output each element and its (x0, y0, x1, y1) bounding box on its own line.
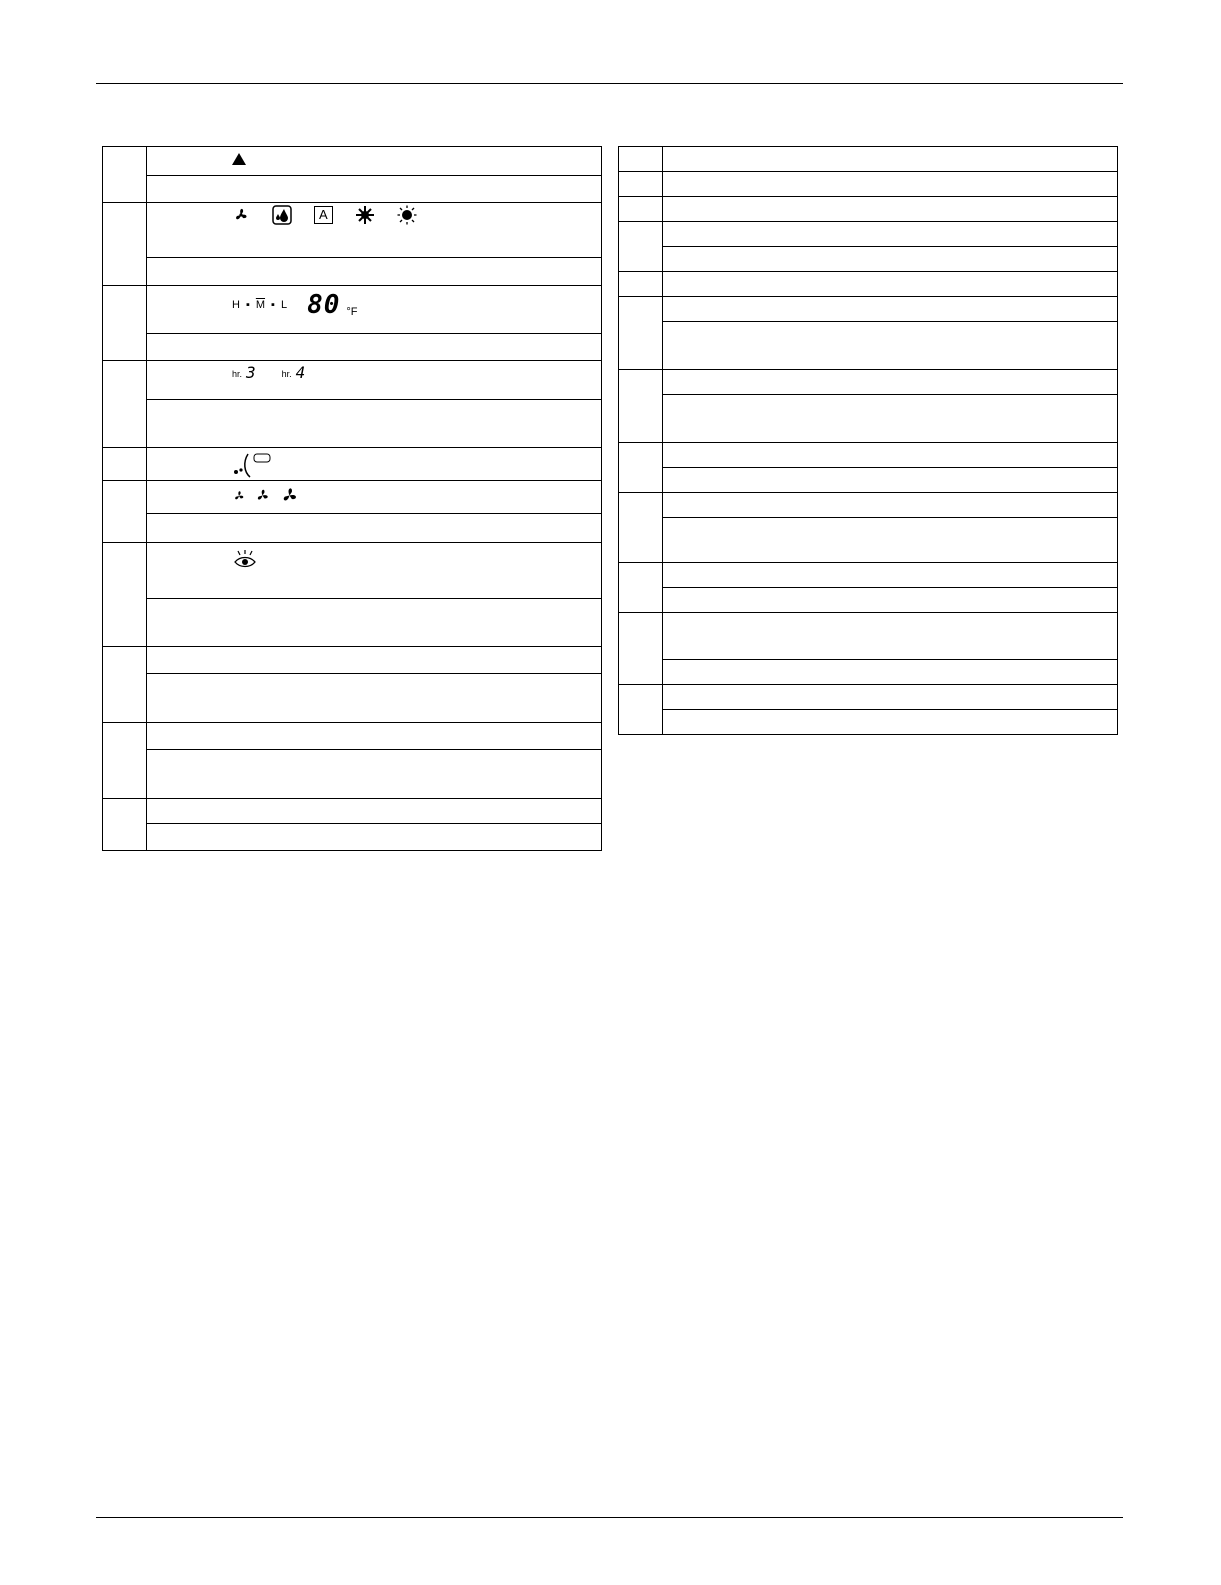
description-cell (147, 750, 602, 799)
description-cell (663, 322, 1118, 370)
item-number-cell (619, 297, 663, 370)
fan-mode-icon (232, 206, 250, 224)
fan-high-icon (279, 485, 300, 506)
description-cell (663, 370, 1118, 395)
table-row (619, 147, 1118, 172)
item-number-cell (619, 272, 663, 297)
description-cell (663, 710, 1118, 735)
table-row (103, 176, 602, 203)
description-cell (663, 197, 1118, 222)
table-row (103, 599, 602, 647)
indicator-icon-cell (147, 543, 602, 599)
table-row (103, 799, 602, 824)
description-cell (147, 334, 602, 361)
description-cell (663, 172, 1118, 197)
item-number-cell (103, 286, 147, 361)
item-number-cell (619, 197, 663, 222)
table-row (619, 588, 1118, 613)
table-row (619, 172, 1118, 197)
table-row (619, 710, 1118, 735)
table-row (103, 361, 602, 400)
description-cell (663, 272, 1118, 297)
description-cell (663, 518, 1118, 563)
item-number-cell (619, 147, 663, 172)
table-row (103, 543, 602, 599)
table-row (619, 613, 1118, 660)
description-cell (663, 660, 1118, 685)
fan-speed-medium-label: $\overline{M}$ (255, 299, 266, 311)
display-indicator-table-right (618, 146, 1118, 735)
indicator-icon-cell (147, 448, 602, 481)
table-row (103, 514, 602, 543)
table-row (619, 247, 1118, 272)
timer-on-digit: 3 (246, 363, 256, 382)
triangle-up-icon (232, 153, 246, 165)
timer-off-digit: 4 (295, 363, 306, 382)
description-cell (663, 493, 1118, 518)
table-row (619, 370, 1118, 395)
indicator-icon-cell (147, 723, 602, 750)
indicator-icon-cell (147, 799, 602, 824)
table-row (103, 448, 602, 481)
temperature-unit: °F (346, 306, 358, 318)
auto-mode-icon (314, 206, 333, 224)
item-number-cell (619, 370, 663, 443)
item-number-cell (619, 493, 663, 563)
description-cell (147, 514, 602, 543)
description-cell (147, 258, 602, 286)
description-cell (147, 674, 602, 723)
eye-sensor-icon (232, 549, 258, 569)
description-cell (147, 176, 602, 203)
table-row (103, 400, 602, 448)
footer-rule (96, 1517, 1123, 1518)
display-indicator-table-left (102, 146, 602, 851)
description-cell (663, 297, 1118, 322)
table-row (619, 395, 1118, 443)
table-row (619, 493, 1118, 518)
indicator-icon-cell (147, 203, 602, 258)
table-row (619, 685, 1118, 710)
item-number-cell (619, 685, 663, 735)
fan-speed-low-label: L (280, 299, 288, 311)
description-cell (147, 599, 602, 647)
table-row (619, 272, 1118, 297)
description-cell (663, 588, 1118, 613)
separator-dot: ▪ (245, 299, 250, 311)
description-cell (663, 613, 1118, 660)
item-number-cell (103, 543, 147, 647)
description-cell (663, 147, 1118, 172)
item-number-cell (103, 799, 147, 851)
table-row (619, 297, 1118, 322)
item-number-cell (103, 647, 147, 723)
dry-mode-icon (272, 205, 292, 225)
description-cell (663, 247, 1118, 272)
description-cell (663, 563, 1118, 588)
cool-mode-icon (355, 205, 375, 225)
description-cell (663, 222, 1118, 247)
description-cell (663, 443, 1118, 468)
swing-louver-icon (232, 450, 272, 478)
item-number-cell (619, 443, 663, 493)
auto-mode-label: A (319, 207, 328, 222)
table-row (619, 197, 1118, 222)
description-cell (663, 468, 1118, 493)
item-number-cell (103, 147, 147, 203)
item-number-cell (619, 563, 663, 613)
description-cell (147, 824, 602, 851)
timer-off-prefix: hr. (281, 369, 292, 379)
table-row (103, 334, 602, 361)
item-number-cell (619, 172, 663, 197)
table-row (619, 468, 1118, 493)
table-row (103, 203, 602, 258)
description-cell (663, 685, 1118, 710)
table-row (103, 723, 602, 750)
table-row (103, 824, 602, 851)
indicator-icon-cell (147, 647, 602, 674)
indicator-icon-cell (147, 361, 602, 400)
item-number-cell (619, 222, 663, 272)
fan-low-icon (232, 489, 246, 503)
table-row (619, 518, 1118, 563)
description-cell (147, 400, 602, 448)
heat-mode-icon (397, 205, 417, 225)
table-row (103, 481, 602, 514)
table-row (103, 750, 602, 799)
fan-speed-high-label: H (232, 299, 240, 311)
item-number-cell (103, 361, 147, 448)
separator-dot: ▪ (271, 299, 275, 311)
temperature-digits: 80 (307, 290, 341, 320)
item-number-cell (103, 203, 147, 286)
header-rule (96, 83, 1123, 84)
table-row (103, 258, 602, 286)
table-row (619, 563, 1118, 588)
table-row (103, 647, 602, 674)
item-number-cell (619, 613, 663, 685)
item-number-cell (103, 481, 147, 543)
indicator-icon-cell (147, 147, 602, 176)
item-number-cell (103, 723, 147, 799)
fan-medium-icon (254, 487, 271, 504)
table-row (619, 443, 1118, 468)
table-row (103, 674, 602, 723)
indicator-icon-cell (147, 481, 602, 514)
item-number-cell (103, 448, 147, 481)
indicator-icon-cell (147, 286, 602, 334)
table-row (619, 222, 1118, 247)
table-row (103, 286, 602, 334)
description-cell (663, 395, 1118, 443)
table-row (619, 322, 1118, 370)
table-row (103, 147, 602, 176)
timer-on-prefix: hr. (232, 369, 243, 379)
table-row (619, 660, 1118, 685)
